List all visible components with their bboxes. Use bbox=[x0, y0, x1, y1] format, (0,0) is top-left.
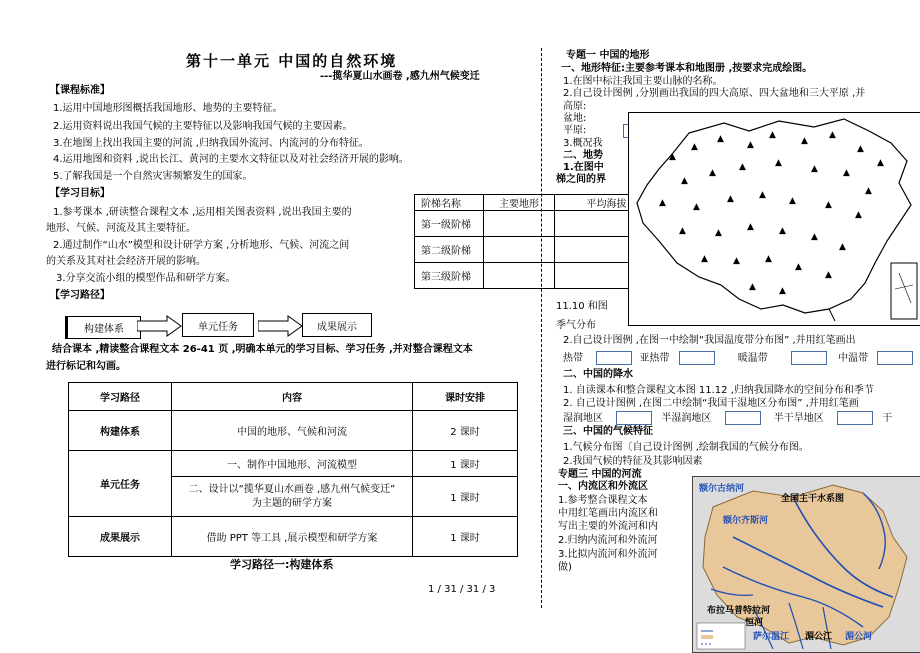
schedule-content-line: 为主题的研学方案 bbox=[252, 497, 332, 509]
svg-text:▲: ▲ bbox=[769, 130, 776, 140]
flow-step-task: 单元任务 bbox=[182, 313, 254, 337]
svg-text:▲: ▲ bbox=[801, 136, 808, 146]
flow-arrow bbox=[137, 314, 185, 338]
schedule-path: 构建体系 bbox=[69, 411, 172, 451]
text-line: 梯之间的界 bbox=[556, 174, 606, 185]
standard-item: 2.运用资料说出我国气候的主要特征以及影响我国气候的主要因素。 bbox=[53, 121, 353, 132]
river-label: 湄公江 bbox=[805, 632, 833, 642]
legend-blank[interactable] bbox=[596, 351, 632, 365]
section-heading: 一、地形特征:主要参考课本和地图册 ,按要求完成绘图。 bbox=[561, 63, 813, 74]
text-line: 3.概况我 bbox=[563, 138, 603, 149]
text-line: 中用红笔画出内流区和 bbox=[558, 508, 658, 519]
section-caption: 学习路径一:构建体系 bbox=[230, 558, 334, 571]
svg-text:▲: ▲ bbox=[839, 242, 846, 252]
schedule-table bbox=[68, 382, 518, 557]
goal-line: 3.分享交流小组的模型作品和研学方案。 bbox=[56, 273, 236, 284]
instruction-line: 进行标记和勾画。 bbox=[46, 361, 126, 372]
text-line: 季气分布 bbox=[556, 320, 596, 331]
standard-item: 5.了解我国是一个自然灾害频繁发生的国家。 bbox=[53, 171, 253, 182]
steps-header: 主要地形 bbox=[484, 195, 555, 211]
page-title: 第十一单元 中国的自然环境 bbox=[186, 52, 398, 70]
svg-text:▲: ▲ bbox=[715, 228, 722, 238]
svg-text:▲: ▲ bbox=[733, 256, 740, 266]
china-outline-map bbox=[628, 112, 920, 326]
path-heading: 【学习路径】 bbox=[50, 290, 110, 301]
belt-label: 中温带 bbox=[838, 353, 869, 364]
instruction-line: 结合课本 ,精读整合课程文本 26-41 页 ,明确本单元的学习目标、学习任务 ,并对整合课程文本 bbox=[52, 344, 473, 355]
zone-label: 半干旱地区 bbox=[773, 413, 824, 424]
legend-blank[interactable] bbox=[837, 411, 873, 425]
svg-text:▲: ▲ bbox=[779, 286, 786, 296]
river-label: 湄公河 bbox=[845, 632, 873, 642]
schedule-hours: 1 课时 bbox=[413, 477, 518, 517]
svg-text:▲: ▲ bbox=[681, 176, 688, 186]
steps-cell[interactable] bbox=[484, 211, 555, 237]
goals-heading: 【学习目标】 bbox=[50, 188, 110, 199]
legend-blank[interactable] bbox=[616, 411, 652, 425]
goal-line: 1.参考课本 ,研读整合课程文本 ,运用相关图表资料 ,说出我国主要的 bbox=[53, 207, 352, 218]
svg-text:▲: ▲ bbox=[865, 186, 872, 196]
schedule-hours: 1 课时 bbox=[413, 517, 518, 557]
svg-text:▲: ▲ bbox=[717, 134, 724, 144]
text-line: 2.自己设计图例 ,分别画出我国的四大高原、四大盆地和三大平原 ,并 bbox=[563, 88, 866, 99]
topic-heading: 专题一 中国的地形 bbox=[566, 50, 650, 61]
steps-header: 平均海拔 bbox=[555, 195, 659, 211]
svg-text:▲: ▲ bbox=[789, 196, 796, 206]
text-line: 做) bbox=[558, 562, 572, 573]
text-line: 11.10 和图 bbox=[556, 301, 608, 312]
flow-step-show: 成果展示 bbox=[302, 313, 372, 337]
schedule-hours: 2 课时 bbox=[413, 411, 518, 451]
svg-text:▲: ▲ bbox=[747, 222, 754, 232]
standard-item: 4.运用地图和资料 ,说出长江、黄河的主要水文特征以及对社会经济开展的影响。 bbox=[53, 154, 409, 165]
svg-text:▲: ▲ bbox=[825, 270, 832, 280]
svg-text:▲: ▲ bbox=[811, 164, 818, 174]
belt-row bbox=[563, 351, 913, 365]
svg-text:▲: ▲ bbox=[739, 162, 746, 172]
svg-text:▲: ▲ bbox=[727, 194, 734, 204]
steps-cell[interactable] bbox=[484, 263, 555, 289]
text-line: 1.参考整合课程文本 bbox=[558, 495, 648, 506]
svg-text:▲: ▲ bbox=[843, 168, 850, 178]
section-heading: 二、地势 bbox=[563, 150, 603, 161]
standard-heading: 【课程标准】 bbox=[50, 85, 110, 96]
text-line: 2. 自己设计图例 ,在图二中绘制“我国干湿地区分布图” ,并用红笔画 bbox=[563, 398, 859, 409]
legend-blank[interactable] bbox=[679, 351, 715, 365]
steps-table bbox=[414, 194, 659, 289]
schedule-content-line: 二、设计以“揽华夏山水画卷 ,感九州气候变迁” bbox=[188, 483, 396, 495]
page-number: 1 / 31 / 31 / 3 bbox=[428, 584, 496, 595]
svg-text:▲: ▲ bbox=[693, 202, 700, 212]
svg-text:▲: ▲ bbox=[709, 168, 716, 178]
steps-row-label: 第二级阶梯 bbox=[415, 237, 484, 263]
river-label: 恒河 bbox=[745, 618, 764, 628]
zone-row bbox=[563, 411, 892, 425]
belt-label: 亚热带 bbox=[639, 353, 670, 364]
steps-header: 阶梯名称 bbox=[415, 195, 484, 211]
text-line: 1.气候分布图〔自己设计图例 ,绘制我国的气候分布图。 bbox=[563, 442, 809, 453]
goal-line: 地形、气候、河流及其主要特征。 bbox=[46, 223, 196, 234]
topic-heading: 专题三 中国的河流 bbox=[558, 469, 642, 480]
schedule-content: 一、制作中国地形、河流模型 bbox=[172, 451, 413, 477]
svg-text:▲: ▲ bbox=[749, 282, 756, 292]
river-map-title: 全国主干水系图 bbox=[781, 494, 845, 504]
text-line: 1.在图中 bbox=[563, 162, 604, 173]
belt-label: 暖温带 bbox=[737, 353, 768, 364]
column-divider bbox=[541, 48, 542, 608]
standard-item: 1.运用中国地形图概括我国地形、地势的主要特征。 bbox=[53, 103, 283, 114]
river-label: 额尔齐斯河 bbox=[723, 516, 769, 526]
text-line: 写出主要的外流河和内 bbox=[558, 521, 658, 532]
schedule-hours: 1 课时 bbox=[413, 451, 518, 477]
svg-text:▲: ▲ bbox=[679, 226, 686, 236]
river-label: 额尔古纳河 bbox=[699, 484, 745, 494]
steps-cell[interactable] bbox=[484, 237, 555, 263]
schedule-content: 中国的地形、气候和河流 bbox=[172, 411, 413, 451]
svg-text:▲: ▲ bbox=[877, 158, 884, 168]
river-label: 布拉马普特拉河 bbox=[707, 606, 771, 616]
standard-item: 3.在地图上找出我国主要的河流 ,归纳我国外流河、内流河的分布特征。 bbox=[53, 138, 369, 149]
schedule-header: 学习路径 bbox=[69, 383, 172, 411]
steps-row-label: 第三级阶梯 bbox=[415, 263, 484, 289]
svg-text:▲: ▲ bbox=[701, 254, 708, 264]
svg-text:▲: ▲ bbox=[811, 232, 818, 242]
flow-arrow bbox=[258, 314, 306, 338]
svg-text:▲: ▲ bbox=[691, 142, 698, 152]
map-drawing bbox=[629, 113, 920, 325]
svg-text:▲: ▲ bbox=[795, 262, 802, 272]
svg-text:▲: ▲ bbox=[747, 140, 754, 150]
label-plateau: 高原: bbox=[563, 101, 587, 112]
text-line: 2.归纳内流河和外流河 bbox=[558, 535, 658, 546]
zone-label: 干 bbox=[882, 413, 893, 424]
svg-text:▲: ▲ bbox=[759, 190, 766, 200]
label-plain: 平原: bbox=[563, 125, 587, 136]
label-basin: 盆地: bbox=[563, 113, 587, 124]
schedule-header: 课时安排 bbox=[413, 383, 518, 411]
legend-blank[interactable] bbox=[725, 411, 761, 425]
section-heading: 三、中国的气候特征 bbox=[563, 426, 653, 437]
text-line: 3.比拟内流河和外流河 bbox=[558, 549, 658, 560]
svg-text:▲: ▲ bbox=[765, 254, 772, 264]
section-heading: 一、内流区和外流区 bbox=[558, 481, 648, 492]
zone-label: 半湿润地区 bbox=[661, 413, 712, 424]
schedule-path: 单元任务 bbox=[69, 451, 172, 517]
svg-text:▲: ▲ bbox=[857, 144, 864, 154]
svg-text:▲: ▲ bbox=[829, 130, 836, 140]
schedule-path: 成果展示 bbox=[69, 517, 172, 557]
text-line: 1.在图中标注我国主要山脉的名称。 bbox=[563, 76, 723, 87]
text-line: 2.自己设计图例 ,在图一中绘制“我国温度带分布图” ,并用红笔画出 bbox=[563, 335, 856, 346]
svg-text:▲: ▲ bbox=[659, 198, 666, 208]
river-label: 萨尔温江 bbox=[753, 632, 790, 642]
belt-label: 热带 bbox=[563, 353, 583, 364]
text-line: 2.我国气候的特征及其影响因素 bbox=[563, 456, 703, 467]
steps-row-label: 第一级阶梯 bbox=[415, 211, 484, 237]
legend-blank[interactable] bbox=[877, 351, 913, 365]
schedule-header: 内容 bbox=[172, 383, 413, 411]
goal-line: 的关系及其对社会经济开展的影响。 bbox=[46, 256, 206, 267]
schedule-content bbox=[172, 477, 413, 517]
svg-text:▲: ▲ bbox=[825, 200, 832, 210]
goal-line: 2.通过制作“山水”模型和设计研学方案 ,分析地形、气候、河流之间 bbox=[53, 240, 350, 251]
page-subtitle: ---揽华夏山水画卷 ,感九州气候变迁 bbox=[320, 71, 480, 82]
zone-label: 湿润地区 bbox=[563, 413, 603, 424]
section-heading: 二、中国的降水 bbox=[563, 369, 633, 380]
text-line: 1. 自读课本和整合课程文本图 11.12 ,归纳我国降水的空间分布和季节 bbox=[563, 385, 874, 396]
svg-text:▲: ▲ bbox=[669, 152, 676, 162]
river-system-map bbox=[692, 476, 920, 653]
svg-text:▲: ▲ bbox=[775, 158, 782, 168]
svg-text:▲: ▲ bbox=[855, 210, 862, 220]
schedule-content: 借助 PPT 等工具 ,展示模型和研学方案 bbox=[172, 517, 413, 557]
svg-text:▲: ▲ bbox=[779, 226, 786, 236]
legend-blank[interactable] bbox=[791, 351, 827, 365]
flow-step-build: 构建体系 bbox=[65, 316, 141, 339]
